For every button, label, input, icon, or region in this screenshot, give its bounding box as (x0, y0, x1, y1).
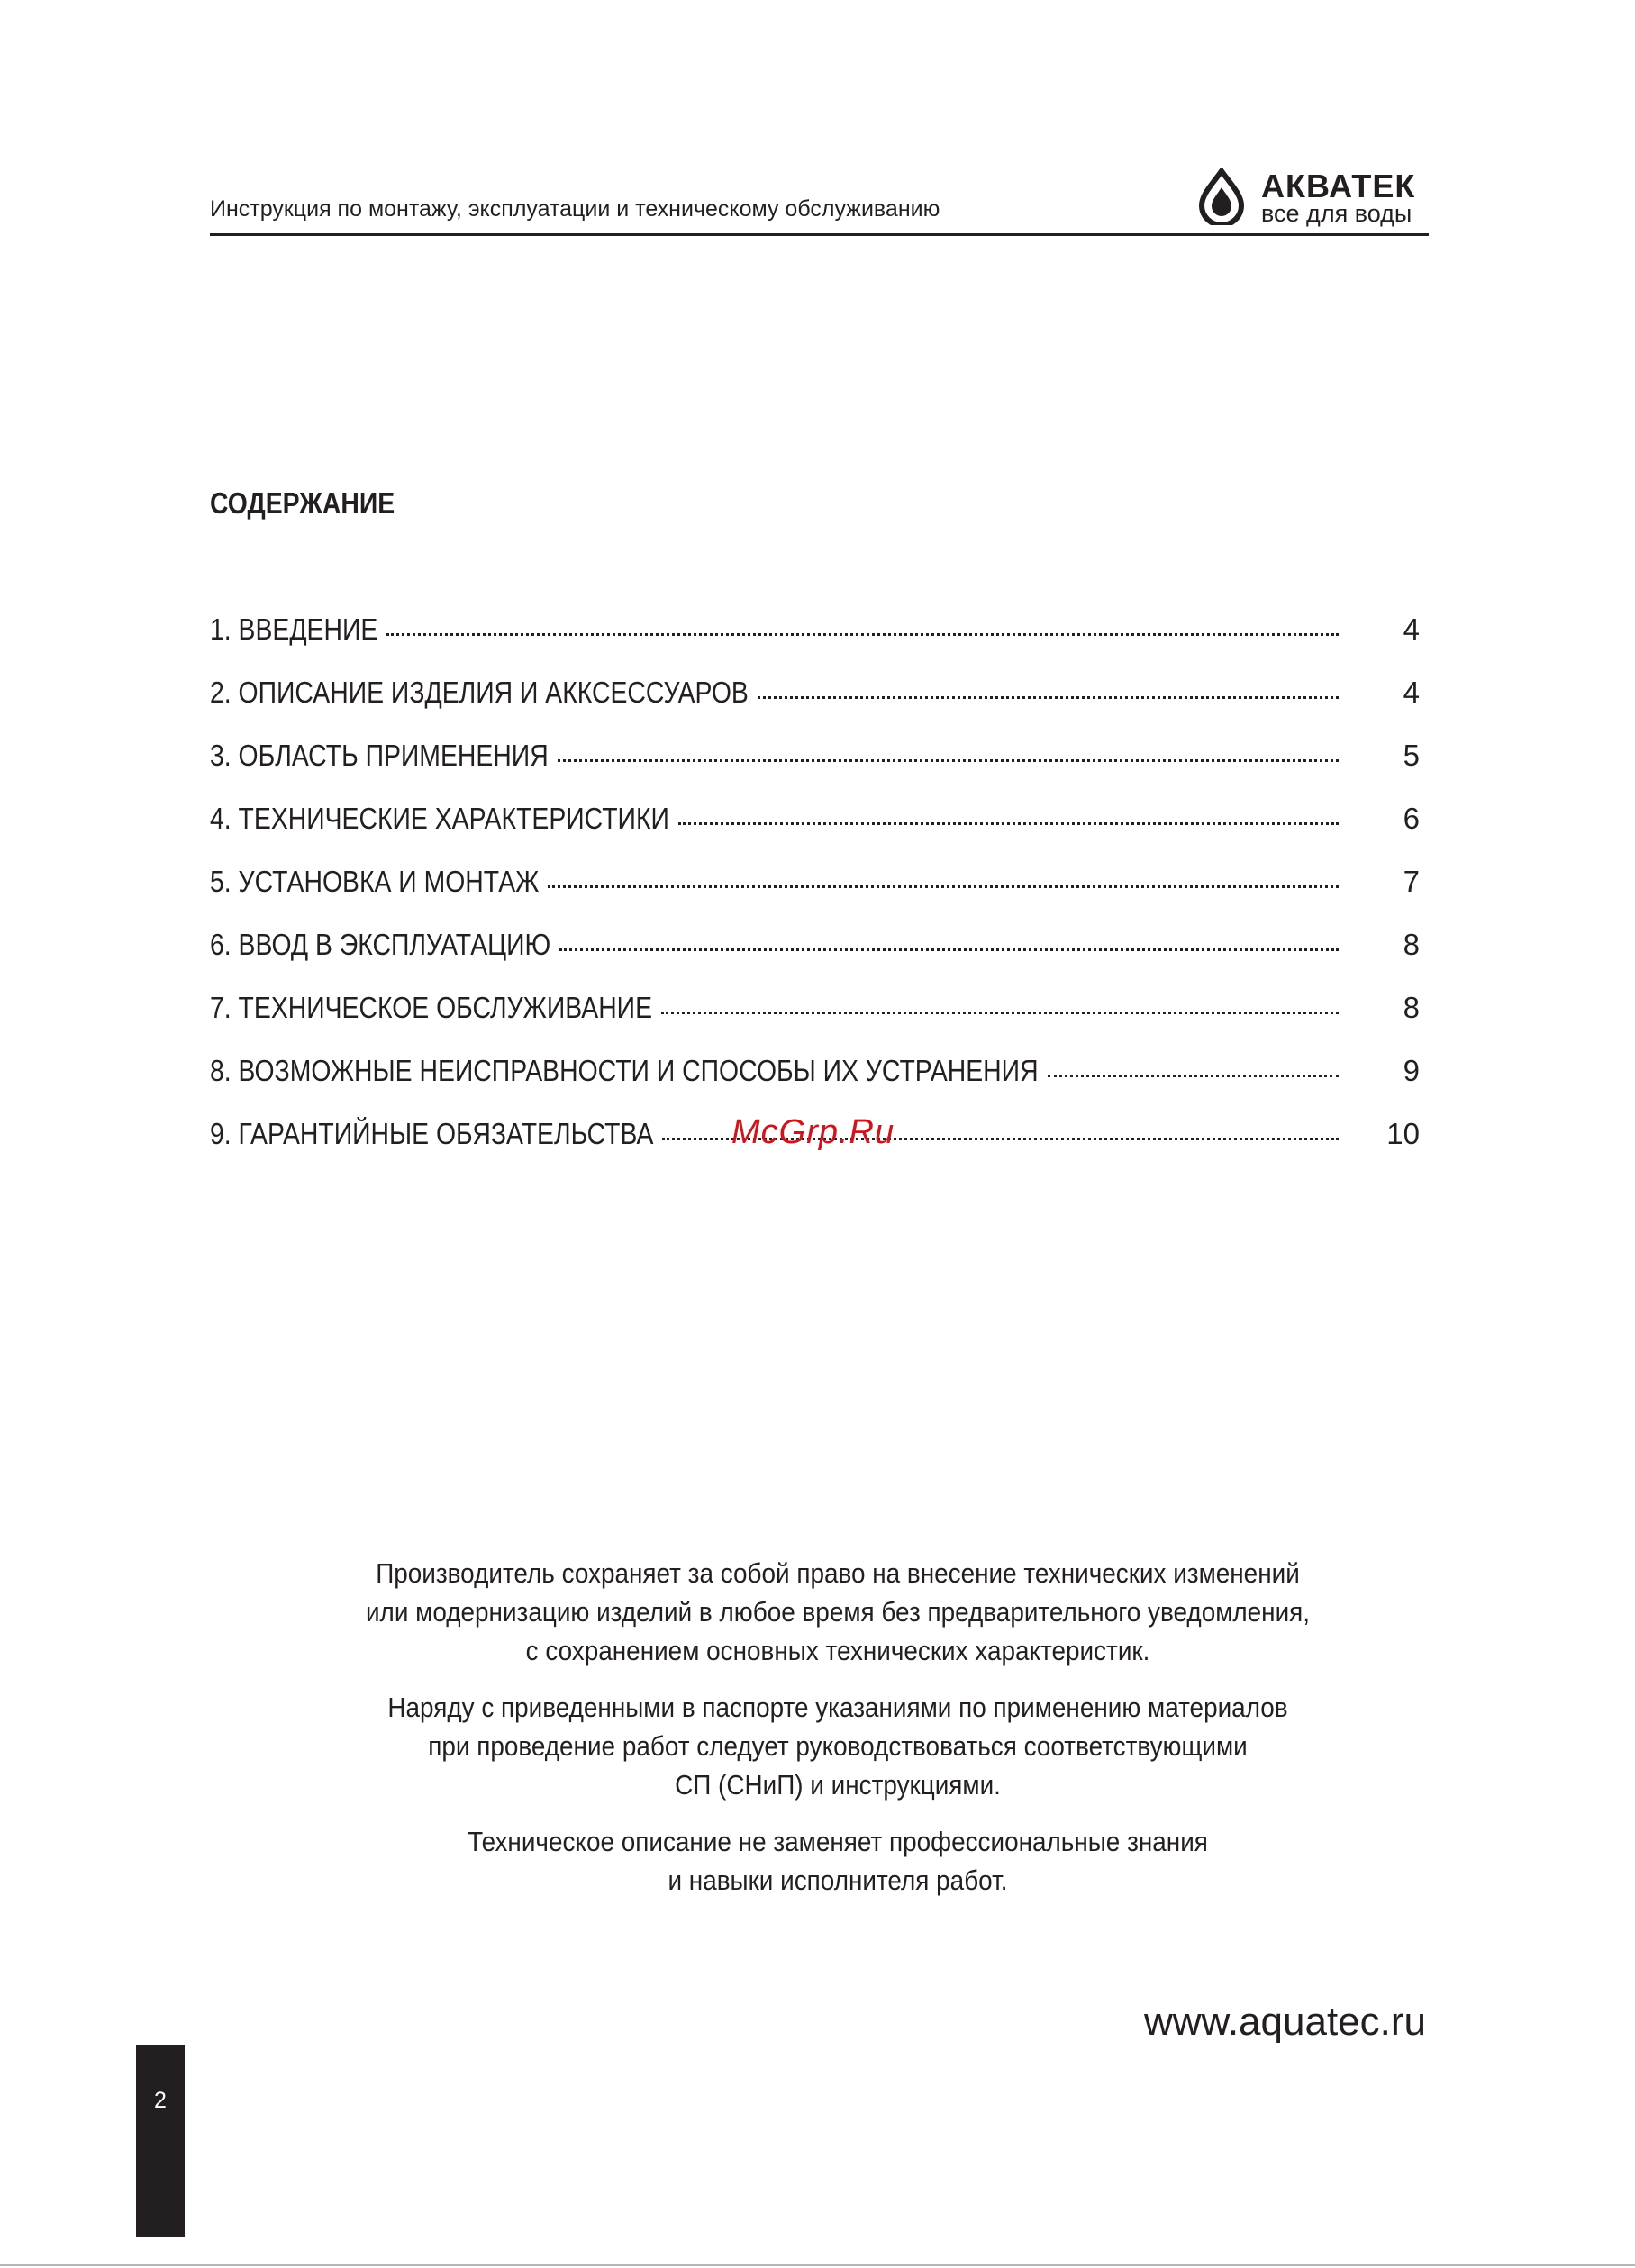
toc-item-page: 4 (1403, 676, 1420, 709)
dot-leader (758, 696, 1339, 699)
document-title: Инструкция по монтажу, эксплуатации и техническому обслуживанию (210, 196, 940, 222)
bottom-divider (0, 2264, 1635, 2266)
disclaimer-paragraph (327, 1554, 1349, 1670)
page-number-tab (136, 2045, 185, 2237)
toc-item-label: 1. ВВЕДЕНИЕ (210, 612, 378, 646)
toc-item-page: 10 (1386, 1117, 1420, 1150)
note-line: или модернизацию изделий в любое время без предварительного уведомления, (365, 1596, 1311, 1628)
note-line: при проведение работ следует руководствоваться соответствующими (428, 1730, 1248, 1762)
toc-item-label: 6. ВВОД В ЭКСПЛУАТАЦИЮ (210, 928, 551, 961)
page-number: 2 (154, 2088, 167, 2113)
toc-heading: СОДЕРЖАНИЕ (210, 486, 395, 520)
table-of-contents (210, 612, 1420, 1180)
toc-item[interactable] (210, 991, 1420, 1054)
toc-item[interactable] (210, 739, 1420, 802)
toc-item-page: 5 (1403, 739, 1420, 772)
toc-item-label: 4. ТЕХНИЧЕСКИЕ ХАРАКТЕРИСТИКИ (210, 802, 669, 835)
toc-item-page: 8 (1403, 928, 1420, 961)
toc-item[interactable] (210, 865, 1420, 928)
toc-item-label: 7. ТЕХНИЧЕСКОЕ ОБСЛУЖИВАНИЕ (210, 991, 653, 1024)
toc-item-page: 8 (1403, 991, 1420, 1024)
toc-item[interactable] (210, 676, 1420, 739)
page-header (210, 162, 1429, 236)
dot-leader (678, 822, 1339, 825)
disclaimer-paragraph (327, 1822, 1349, 1900)
toc-item-page: 7 (1403, 865, 1420, 898)
toc-item[interactable] (210, 928, 1420, 991)
dot-leader (661, 1012, 1339, 1014)
toc-item-page: 4 (1403, 612, 1420, 646)
dot-leader (558, 759, 1339, 762)
note-line: и навыки исполнителя работ. (668, 1864, 1008, 1896)
toc-item[interactable] (210, 802, 1420, 865)
note-line: Производитель сохраняет за собой право на внесение технических изменений (376, 1557, 1300, 1589)
note-line: с сохранением основных технических характеристик. (525, 1635, 1150, 1666)
toc-item-label: 3. ОБЛАСТЬ ПРИМЕНЕНИЯ (210, 739, 549, 772)
toc-item-page: 9 (1403, 1054, 1420, 1087)
toc-item-label: 9. ГАРАНТИЙНЫЕ ОБЯЗАТЕЛЬСТВА (210, 1117, 654, 1150)
toc-item[interactable] (210, 612, 1420, 676)
brand-logo (1193, 166, 1427, 225)
toc-item-page: 6 (1403, 802, 1420, 835)
water-drop-icon (1193, 168, 1250, 225)
note-line: Техническое описание не заменяет профессиональные знания (468, 1826, 1208, 1857)
toc-item-label: 5. УСТАНОВКА И МОНТАЖ (210, 865, 540, 898)
brand-tagline: все для воды (1261, 200, 1412, 227)
dot-leader (386, 633, 1339, 636)
disclaimer-notes (270, 1554, 1405, 1918)
brand-name: АКВАТЕК (1261, 168, 1416, 204)
toc-item[interactable] (210, 1054, 1420, 1117)
disclaimer-paragraph (327, 1688, 1349, 1804)
dot-leader (548, 885, 1339, 888)
watermark: McGrp.Ru (731, 1113, 895, 1151)
note-line: СП (СНиП) и инструкциями. (675, 1769, 1001, 1801)
toc-item-label: 2. ОПИСАНИЕ ИЗДЕЛИЯ И АККСЕССУАРОВ (210, 676, 749, 709)
dot-leader (559, 948, 1339, 951)
dot-leader (1048, 1075, 1339, 1077)
website-link[interactable]: www.aquatec.ru (1143, 2000, 1426, 2044)
toc-item-label: 8. ВОЗМОЖНЫЕ НЕИСПРАВНОСТИ И СПОСОБЫ ИХ УСТРАНЕНИЯ (210, 1054, 1039, 1087)
note-line: Наряду с приведенными в паспорте указаниями по применению материалов (387, 1692, 1288, 1723)
